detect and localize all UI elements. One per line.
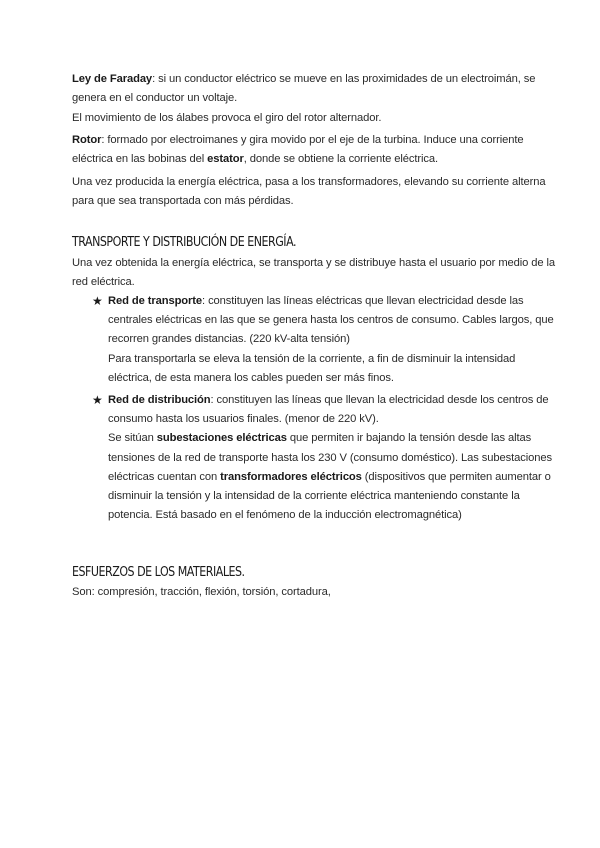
- esfuerzos-text: Son: compresión, tracción, flexión, torsión, cortadura,: [72, 586, 331, 598]
- subestaciones-term: subestaciones eléctricas: [156, 432, 287, 445]
- estator-term: estator: [207, 153, 244, 166]
- red-transporte-item: [108, 292, 558, 388]
- transporte-intro: Una vez obtenida la energía eléctrica, se transporta y se distribuye hasta el usuario por medio de la red eléctrica.: [72, 257, 556, 289]
- rotor-text-2: , donde se obtiene la corriente eléctrica.: [243, 153, 438, 166]
- star-bullet-icon: ★: [92, 294, 103, 308]
- red-distribucion-term: Red de distribución: [108, 394, 211, 406]
- red-distribucion-item: [108, 391, 558, 525]
- distribucion-note-c: (dispositivos que permiten aumentar o disminuir la tensión y la intensidad de la corriente eléctrica manteniendo constante la potencia. Está basado en el fenómeno de la inducción electromagnética): [108, 470, 551, 522]
- faraday-text: : si un conductor eléctrico se mueve en las proximidades de un electroimán, se genera en el conductor un voltaje.: [72, 73, 536, 105]
- section-heading-esfuerzos: ESFUERZOS DE LOS MATERIALES.: [72, 564, 245, 580]
- rotor-text-1: : formado por electroimanes y gira movido por el eje de la turbina. Induce una corriente eléctrica en las bobinas del: [72, 134, 524, 166]
- rotor-paragraph: [72, 131, 562, 169]
- red-transporte-note: Para transportarla se eleva la tensión de la corriente, a fin de disminuir la intensidad eléctrica, de esta manera los cables pueden ser más finos.: [108, 352, 516, 384]
- red-transporte-term: Red de transporte: [108, 295, 203, 307]
- star-bullet-icon: ★: [92, 393, 103, 407]
- red-transporte-text: : constituyen las líneas eléctricas que llevan electricidad desde las centrales eléctricas en las que se genera hasta los centros de consumo. Cables largos, que recorren grandes distancias. (220 kV-alta tensión): [108, 295, 554, 346]
- faraday-paragraph: [72, 70, 562, 108]
- red-distribucion-text: : constituyen las líneas que llevan la electricidad desde los centros de consumo hasta los usuarios finales. (menor de 220 kV).: [108, 394, 549, 426]
- distribucion-note-a: Se sitúan: [108, 432, 157, 445]
- alabes-paragraph: El movimiento de los álabes provoca el giro del rotor alternador.: [72, 112, 382, 124]
- section-heading-transporte: TRANSPORTE Y DISTRIBUCIÓN DE ENERGÍA.: [72, 234, 297, 250]
- faraday-term: Ley de Faraday: [72, 73, 153, 85]
- transformadores-paragraph: Una vez producida la energía eléctrica, pasa a los transformadores, elevando su corriente alterna para que sea transportada con más pérdidas.: [72, 176, 546, 208]
- distribucion-note-b: que permiten ir bajando la tensión desde las altas tensiones de la red de transporte hasta los 230 V (consumo doméstico). Las subestaciones eléctricas cuentan con: [108, 432, 552, 483]
- rotor-term: Rotor: [72, 134, 102, 146]
- transformadores-term: transformadores eléctricos: [220, 470, 362, 483]
